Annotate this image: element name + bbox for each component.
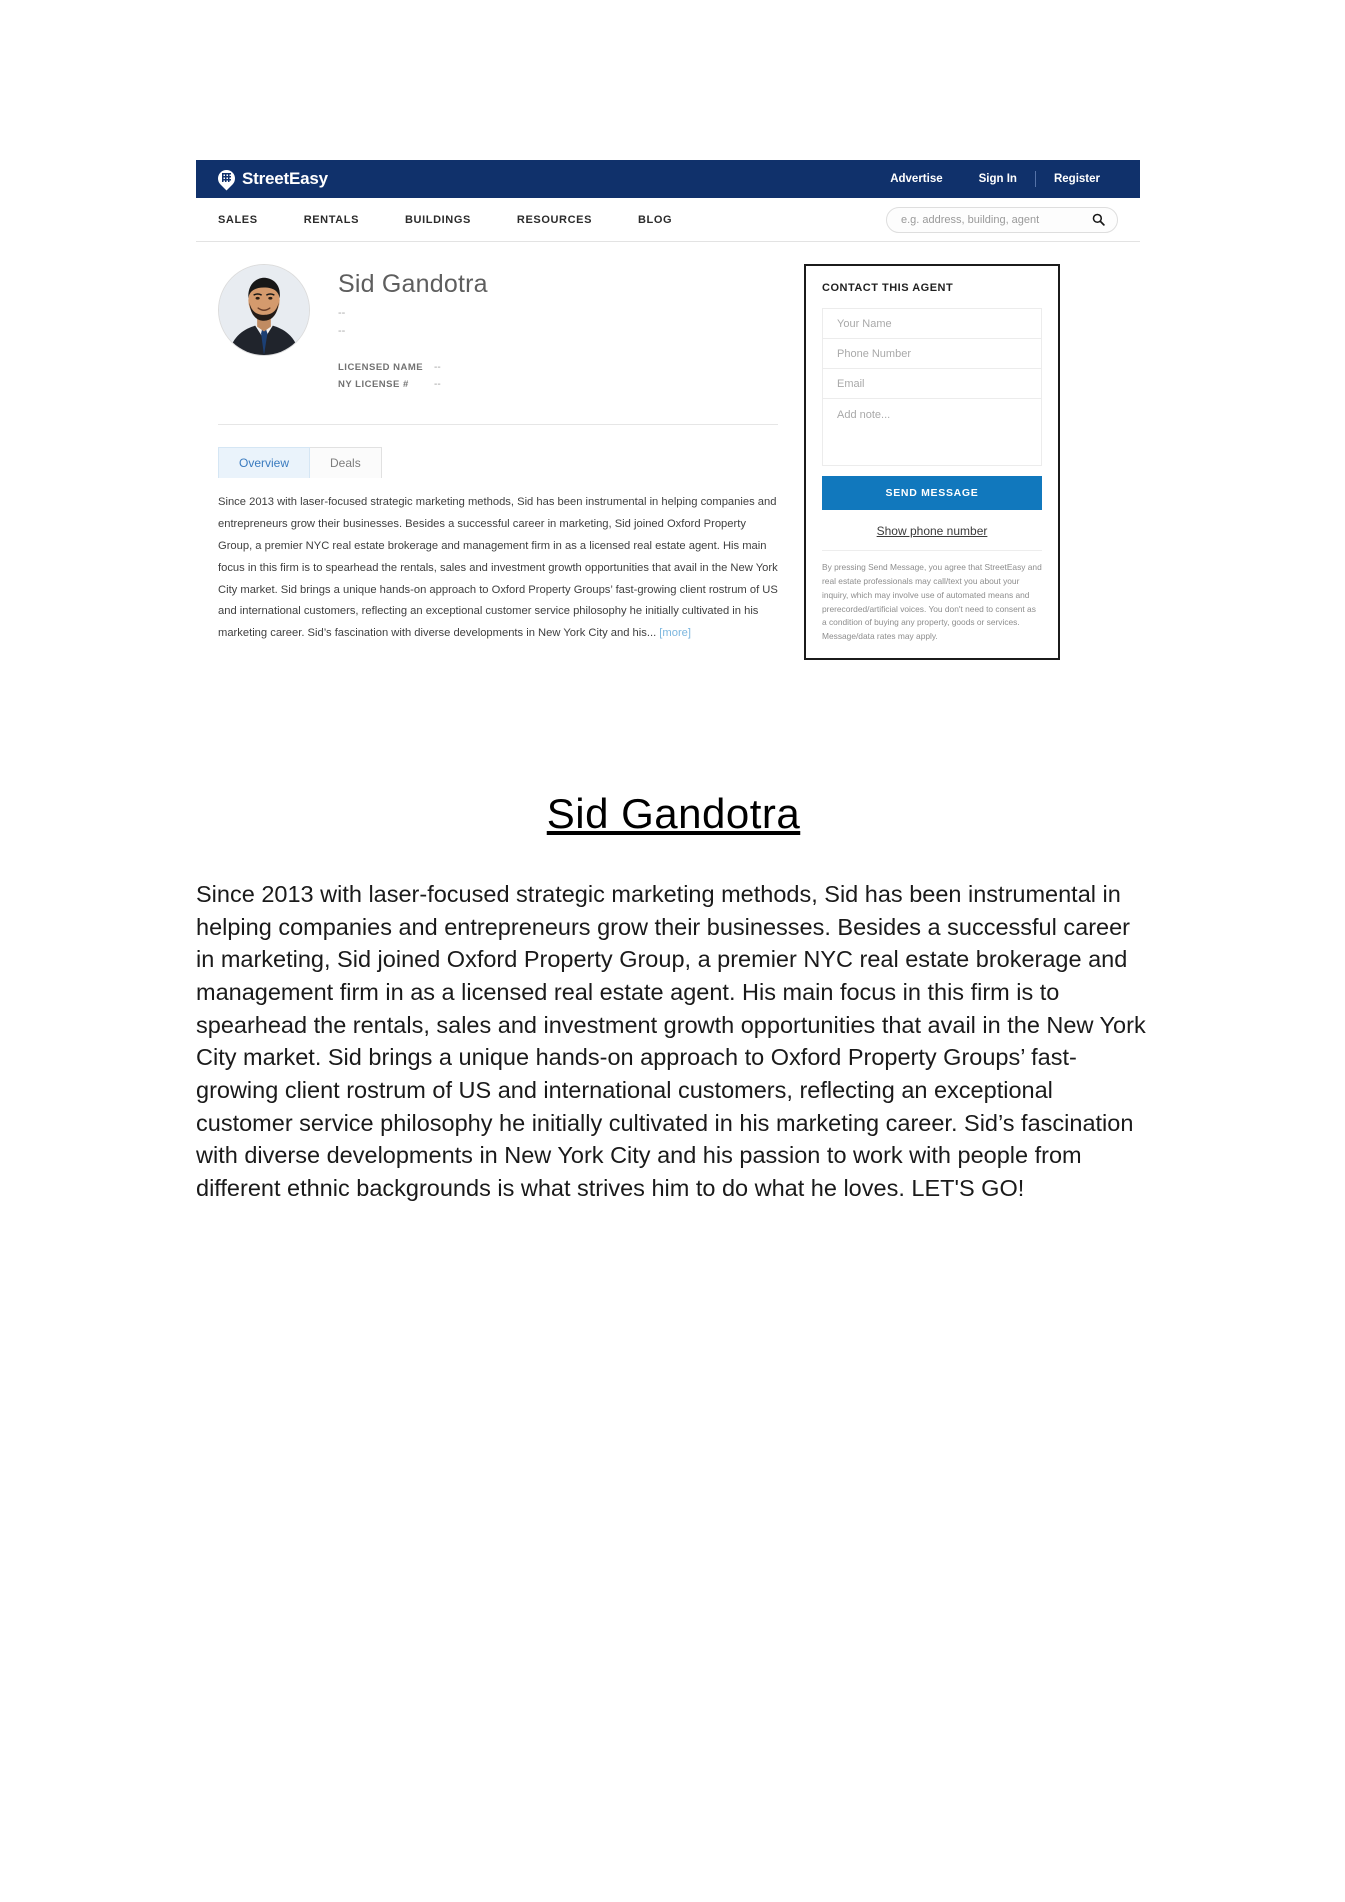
- avatar: [218, 264, 310, 356]
- ny-license-label: NY LICENSE #: [338, 379, 409, 391]
- primary-nav: [196, 198, 1140, 242]
- primary-nav-links: [218, 214, 718, 226]
- phone-number-field[interactable]: [822, 338, 1042, 368]
- agent-main-column: [218, 264, 778, 660]
- license-details: [338, 362, 488, 390]
- nav-sales[interactable]: SALES: [218, 213, 258, 226]
- search-icon[interactable]: [1092, 213, 1105, 226]
- bio-more-link[interactable]: [more]: [659, 627, 692, 640]
- email-field[interactable]: [822, 368, 1042, 398]
- agent-bio-text: Since 2013 with laser-focused strategic marketing methods, Sid has been instrumental in helping companies and entrepreneurs grow their businesses. Besides a successful career in marketing, Sid joined Oxford Property Group, a premier NYC real estate brokerage and management firm in as a licensed real estate agent. His main focus in this firm is to spearhead the rentals, sales and investment growth opportunities that avail in the New York City market. Sid brings a unique hands-on approach to Oxford Property Groups’ fast-growing client rostrum of US and international customers, reflecting an exceptional customer service philosophy he initially cultivated in his marketing career. Sid’s fascination with diverse developments in New York City and his...: [218, 496, 778, 640]
- agent-profile-header: [218, 264, 778, 425]
- nav-advertise[interactable]: Advertise: [890, 173, 943, 185]
- page-body: [196, 242, 1140, 660]
- agent-subtitle-2: --: [338, 324, 346, 337]
- send-message-button[interactable]: SEND MESSAGE: [822, 476, 1042, 510]
- contact-agent-panel: [804, 264, 1060, 660]
- contact-panel-title: CONTACT THIS AGENT: [822, 282, 954, 294]
- document-article: [196, 790, 1151, 1205]
- tab-deals[interactable]: Deals: [310, 447, 382, 478]
- note-field[interactable]: [822, 398, 1042, 466]
- profile-tabs: [218, 447, 778, 478]
- licensed-name-row: [338, 362, 488, 373]
- ny-license-value: --: [434, 379, 441, 391]
- ny-license-row: [338, 379, 488, 390]
- phone-number-input[interactable]: [835, 347, 1029, 361]
- contact-column: [804, 264, 1060, 660]
- streeteasy-logo[interactable]: [218, 169, 328, 190]
- your-name-input[interactable]: [835, 317, 1029, 331]
- licensed-name-value: --: [434, 362, 441, 374]
- agent-subtitle-1: --: [338, 307, 346, 319]
- your-name-field[interactable]: [822, 308, 1042, 338]
- licensed-name-label: LICENSED NAME: [338, 362, 424, 374]
- tab-overview[interactable]: Overview: [218, 447, 310, 478]
- contact-legal-text: By pressing Send Message, you agree that StreetEasy and real estate professionals may call/text you about your inquiry, which may involve use of automated means and prerecorded/artificial voices. You don't need to consent as a condition of buying any property, goods or services. Message/data rates may apply.: [822, 562, 1042, 642]
- account-nav: [872, 171, 1118, 187]
- nav-resources[interactable]: RESOURCES: [516, 213, 593, 226]
- search-box[interactable]: [886, 207, 1118, 233]
- search-input[interactable]: [899, 213, 1092, 227]
- map-pin-building-icon: [218, 169, 235, 190]
- email-input[interactable]: [835, 377, 1029, 391]
- nav-sign-in[interactable]: Sign In: [978, 173, 1017, 185]
- document-title: Sid Gandotra: [546, 790, 801, 837]
- nav-register[interactable]: Register: [1053, 173, 1100, 185]
- agent-bio: [218, 492, 778, 645]
- show-phone-number-link[interactable]: Show phone number: [822, 510, 1042, 551]
- note-textarea[interactable]: [835, 407, 1029, 457]
- agent-identity: [338, 264, 488, 396]
- nav-rentals[interactable]: RENTALS: [303, 213, 360, 226]
- nav-blog[interactable]: BLOG: [638, 213, 673, 226]
- logo-text: StreetEasy: [242, 169, 328, 188]
- nav-buildings[interactable]: BUILDINGS: [405, 213, 471, 226]
- streeteasy-screenshot: [196, 160, 1140, 660]
- agent-name: Sid Gandotra: [338, 270, 488, 298]
- site-header: [196, 160, 1140, 198]
- document-paragraph: Since 2013 with laser-focused strategic marketing methods, Sid has been instrumental in helping companies and entrepreneurs grow their businesses. Besides a successful career in marketing, Sid joined Oxford Property Group, a premier NYC real estate brokerage and management firm in as a licensed real estate agent. His main focus in this firm is to spearhead the rentals, sales and investment growth opportunities that avail in the New York City market. Sid brings a unique hands-on approach to Oxford Property Groups’ fast-growing client rostrum of US and international customers, reflecting an exceptional customer service philosophy he initially cultivated in his marketing career. Sid’s fascination with diverse developments in New York City and his passion to work with people from different ethnic backgrounds is what strives him to do what he loves. LET'S GO!: [196, 881, 1146, 1201]
- avatar-photo: [219, 265, 309, 355]
